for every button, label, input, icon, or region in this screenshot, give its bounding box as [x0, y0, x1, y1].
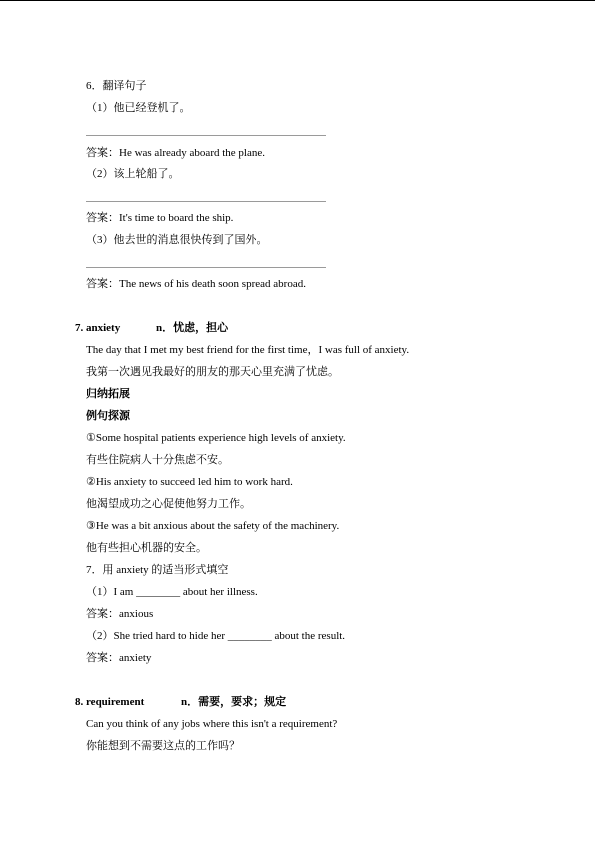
- entry7-sentence-1-zh: 有些住院病人十分焦虑不安。: [86, 454, 229, 466]
- entry7-sentence-1-en: ①Some hospital patients experience high levels of anxiety.: [86, 432, 346, 444]
- ex7-answer-1: 答案：anxious: [86, 608, 154, 620]
- section-heading-summary: 归纳拓展: [86, 388, 130, 400]
- ex6-heading: 6．翻译句子: [86, 80, 147, 92]
- entry7-example-zh: 我第一次遇见我最好的朋友的那天心里充满了忧虑。: [86, 366, 339, 378]
- entry8-headword: 8. requirement: [75, 696, 145, 708]
- entry8-example-zh: 你能想到不需要这点的工作吗？: [86, 740, 240, 752]
- ex7-question-2: （2）She tried hard to hide her ________ about the result.: [86, 630, 346, 642]
- entry7-sentence-2-zh: 他渴望成功之心促使他努力工作。: [86, 498, 251, 510]
- answer-line-2: [86, 201, 326, 202]
- entry7-sentence-2-en: ②His anxiety to succeed led him to work hard.: [86, 476, 293, 488]
- ex7-answer-2: 答案：anxiety: [86, 652, 152, 664]
- entry7-part-of-speech: n．忧虑，担心: [156, 322, 229, 334]
- ex6-answer-3: 答案：The news of his death soon spread abroad.: [86, 278, 306, 290]
- ex7-question-1: （1）I am ________ about her illness.: [86, 586, 258, 598]
- ex6-answer-1: 答案：He was already aboard the plane.: [86, 147, 265, 159]
- entry7-sentence-3-en: ③He was a bit anxious about the safety of the machinery.: [86, 520, 340, 532]
- answer-line-3: [86, 267, 326, 268]
- ex6-question-1: （1）他已经登机了。: [86, 102, 191, 114]
- ex6-answer-2: 答案：It's time to board the ship.: [86, 212, 234, 224]
- entry8-part-of-speech: n．需要，要求；规定: [181, 696, 287, 708]
- ex7-heading: 7．用 anxiety 的适当形式填空: [86, 564, 229, 576]
- section-heading-examples: 例句探源: [86, 410, 130, 422]
- entry7-sentence-3-zh: 他有些担心机器的安全。: [86, 542, 207, 554]
- ex6-question-2: （2）该上轮船了。: [86, 168, 180, 180]
- answer-line-1: [86, 135, 326, 136]
- entry7-headword: 7. anxiety: [75, 322, 121, 334]
- entry8-example-en: Can you think of any jobs where this isn't a requirement?: [86, 718, 338, 730]
- page-top-border: [0, 0, 595, 1]
- entry7-example-en: The day that I met my best friend for the first time，I was full of anxiety.: [86, 344, 410, 356]
- ex6-question-3: （3）他去世的消息很快传到了国外。: [86, 234, 268, 246]
